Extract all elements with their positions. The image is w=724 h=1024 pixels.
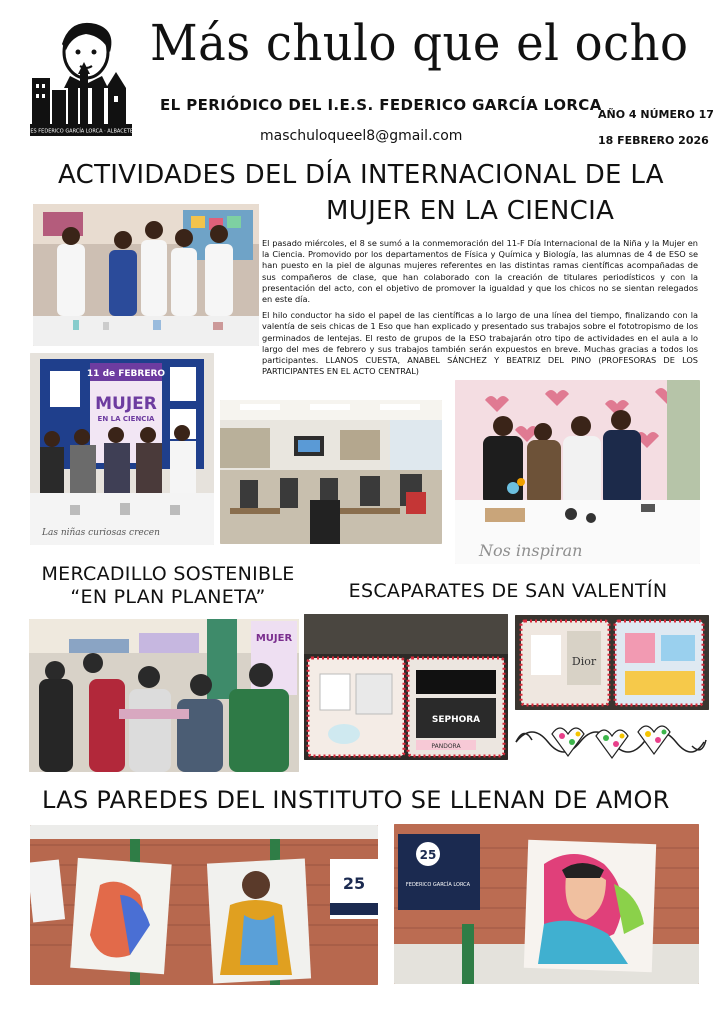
table-sign-1: Las niñas curiosas crecen (42, 528, 160, 538)
valentine-title: ESCAPARATES DE SAN VALENTÍN (348, 580, 668, 602)
wall-banner-number-right: 25 (419, 848, 437, 862)
shop-name-1: SEPHORA (431, 715, 481, 725)
shop-name-2: PANDORA (431, 743, 461, 750)
poster-subtitle: EN LA CIENCIA (97, 415, 155, 423)
walls-title: LAS PAREDES DEL INSTITUTO SE LLENAN DE AMOR (42, 786, 670, 814)
shop-name-3: Dior (571, 655, 597, 668)
article-title-line2: MUJER EN LA CIENCIA (326, 196, 615, 226)
newspaper-subtitle: EL PERIÓDICO DEL I.E.S. FEDERICO GARCÍA LORCA (160, 96, 602, 114)
photo-sustainable-market (29, 619, 299, 772)
table-sign-2: Nos inspiran (479, 541, 583, 560)
market-title-line2: “EN PLAN PLANETA” (70, 586, 266, 608)
logo-caption: IES FEDERICO GARCÍA LORCA · ALBACETE (30, 128, 132, 135)
photo-classroom (220, 400, 442, 544)
issue-number: AÑO 4 NÚMERO 17 (598, 108, 714, 121)
photo-girls-poster (30, 353, 214, 545)
market-title (30, 563, 306, 608)
photo-shop-window-sephora (304, 614, 508, 760)
market-poster-text: MUJER (255, 633, 293, 644)
article-paragraph-1: El pasado miércoles, el 8 se sumó a la conmemoración del 11-F Día Internacional de la Niña y la Mujer en la Ciencia. Promovido por los departamentos de Física y Química y Biología, las alumnas de 4 de ESO se han puesto en la piel de algunas mujeres referentes en las distintas ramas científicas acompañadas de sus compañeros de clase, que han colaborado con la creación de titulares periodísticos y con la presentación del acto, con el objetivo de promover la igualdad y que los chicos no se sientan relegados en este día. (262, 238, 698, 305)
wall-banner-text: FEDERICO GARCÍA LORCA (405, 882, 471, 888)
photo-teachers-hearts (455, 380, 700, 564)
contact-email[interactable]: maschuloqueel8@gmail.com (260, 128, 463, 144)
article-body (262, 238, 698, 382)
poster-date: 11 de FEBRERO (86, 369, 166, 379)
masthead-title: Más chulo que el ocho (150, 14, 689, 72)
school-logo (30, 18, 132, 136)
photo-wall-artworks-right (394, 824, 699, 984)
article-paragraph-2: El hilo conductor ha sido el papel de las científicas a lo largo de una línea del tiempo, finalizando con la valentía de seis chicas de 1 Eso que han explicado y presentado sus trabajos sobre el fototropismo de los germinados de lentejas. El resto de grupos de la ESO trabajarán otro tipo de actividades en el aula a lo largo del mes de febrero y sus trabajos también serán expuestos en breve. Muchas gracias a todos los participantes. LLANOS CUESTA, ANABEL SÁNCHEZ Y BEATRIZ DEL PINO (PROFESORAS DE LOS PARTICIPANTES EN EL ACTO CENTRAL) (262, 310, 698, 377)
wall-banner-number-left: 25 (342, 874, 366, 893)
poster-title: MUJER (95, 394, 157, 414)
photo-wall-artworks-left (30, 825, 378, 985)
hearts-garland-decoration (512, 712, 708, 772)
photo-students-lab-coats (33, 204, 259, 346)
issue-date: 18 FEBRERO 2026 (598, 134, 709, 147)
article-title-line1: ACTIVIDADES DEL DÍA INTERNACIONAL DE LA (58, 160, 664, 190)
market-title-line1: MERCADILLO SOSTENIBLE (41, 563, 295, 585)
photo-shop-window-dior (515, 615, 709, 710)
